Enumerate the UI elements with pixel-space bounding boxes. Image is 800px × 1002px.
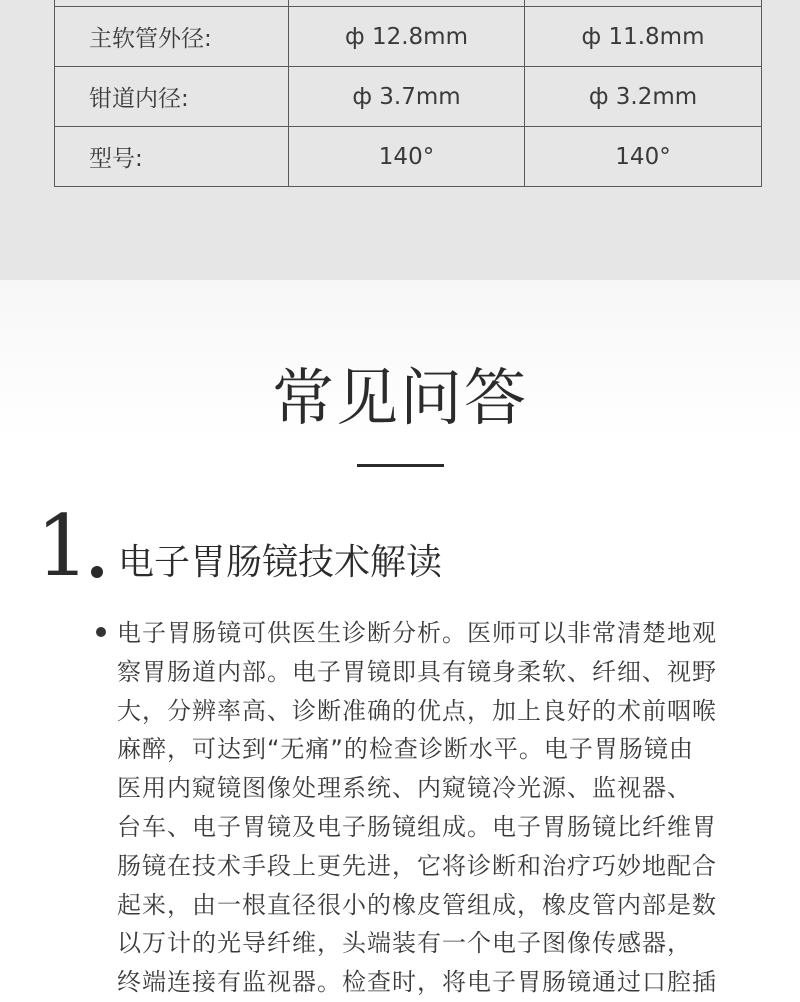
spec-value: 140° (289, 127, 525, 187)
spec-value: 140° (525, 127, 762, 187)
spec-label: 型号: (55, 127, 289, 187)
title-underline (357, 464, 444, 467)
spec-label: 钳道内径: (55, 67, 289, 127)
spec-value: ф 12.8mm (289, 7, 525, 67)
spec-value: ф 11.8mm (525, 7, 762, 67)
answer-line: 医用内窥镜图像处理系统、内窥镜冷光源、监视器、 (117, 774, 692, 803)
bullet-icon (96, 627, 106, 637)
answer-line: 台车、电子胃镜及电子肠镜组成。电子胃肠镜比纤维胃 (117, 812, 717, 841)
answer-line: 起来，由一根直径很小的橡皮管组成，橡皮管内部是数 (117, 890, 717, 919)
spec-value: ф 3.7mm (289, 67, 525, 127)
spec-value: ф 3.2mm (525, 67, 762, 127)
section-title: 常见问答 (271, 361, 528, 434)
table-row (55, 67, 762, 127)
answer-line: 肠镜在技术手段上更先进，它将诊断和治疗巧妙地配合 (117, 851, 717, 880)
answer-line: 终端连接有监视器。检查时，将电子胃肠镜通过口腔插 (117, 968, 717, 997)
answer-paragraph (117, 614, 757, 1002)
table-row (55, 7, 762, 67)
answer-line: 电子胃肠镜可供医生诊断分析。医师可以非常清楚地观 (117, 619, 717, 647)
spec-table (54, 0, 762, 187)
item-number: 1 (36, 497, 90, 595)
answer-line: 大，分辨率高、诊断准确的优点，加上良好的术前咽喉 (117, 696, 717, 725)
answer-line: 以万计的光导纤维，头端装有一个电子图像传感器， (117, 929, 692, 958)
answer-line: 察胃肠道内部。电子胃镜即具有镜身柔软、纤细、视野 (117, 657, 717, 686)
table-row (55, 127, 762, 187)
number-dot (91, 566, 103, 578)
question-heading: 电子胃肠镜技术解读 (118, 542, 443, 583)
spec-label: 主软管外径: (55, 7, 289, 67)
spec-section (0, 0, 800, 280)
answer-line: 麻醉，可达到“无痛”的检查诊断水平。电子胃肠镜由 (117, 735, 694, 764)
